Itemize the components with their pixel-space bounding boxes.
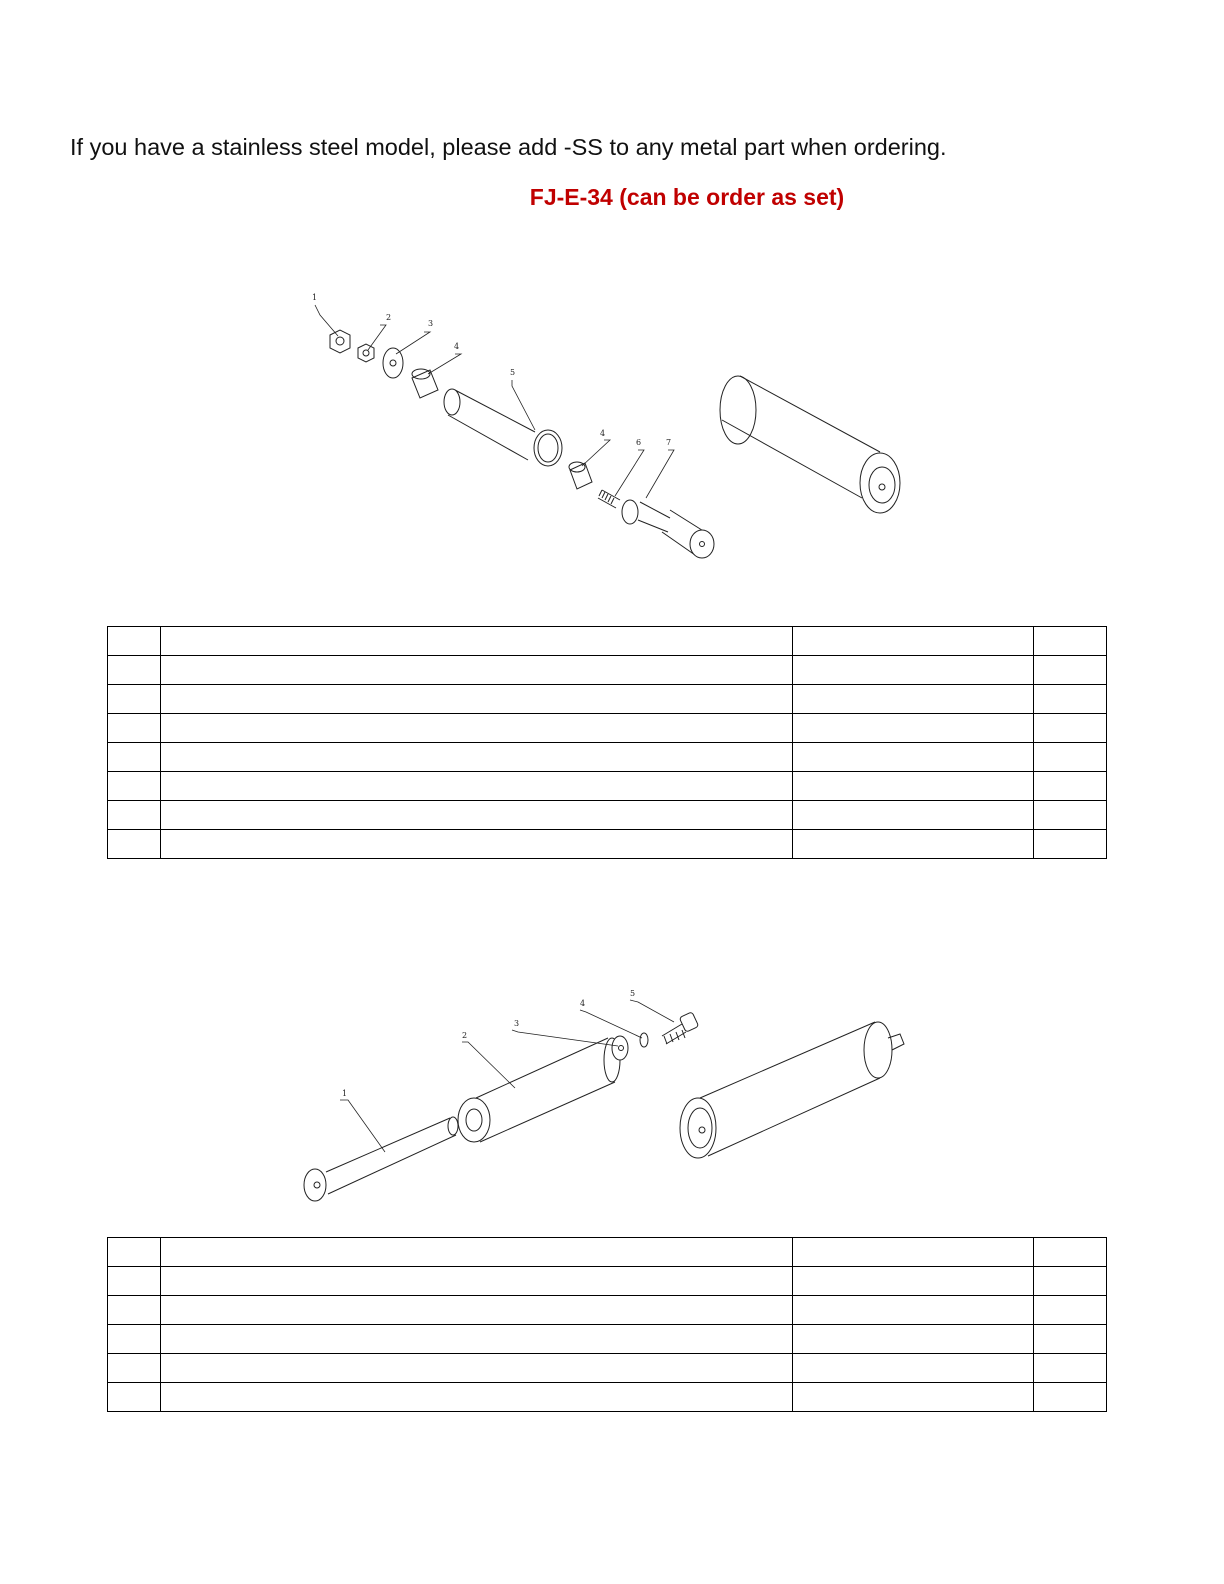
callout-5: 5 xyxy=(510,368,516,377)
callout-2: 2 xyxy=(462,1031,468,1040)
part-small-nut xyxy=(358,344,374,362)
callout-3: 3 xyxy=(514,1019,520,1028)
callout-1: 1 xyxy=(342,1089,348,1098)
table-row xyxy=(108,656,1107,685)
callout-3: 3 xyxy=(428,319,434,328)
part-small-washer xyxy=(640,1033,648,1047)
part-washer-2 xyxy=(612,1036,628,1060)
callout-1: 1 xyxy=(312,293,318,302)
part-tube xyxy=(444,389,562,466)
callout-6: 6 xyxy=(636,438,642,447)
table-row xyxy=(108,830,1107,859)
assembled-roller-2 xyxy=(680,1022,904,1158)
assembled-roller xyxy=(720,376,900,513)
table-row xyxy=(108,1325,1107,1354)
callout-4: 4 xyxy=(580,999,586,1008)
table-row xyxy=(108,1296,1107,1325)
parts-table-1 xyxy=(107,626,1107,859)
table-row xyxy=(108,743,1107,772)
part-hex-nut xyxy=(330,330,350,353)
table-row xyxy=(108,1354,1107,1383)
part-bolt-2 xyxy=(662,1012,699,1044)
stainless-steel-note: If you have a stainless steel model, please add -SS to any metal part when ordering. xyxy=(70,134,947,160)
table-row xyxy=(108,1238,1107,1267)
table-row xyxy=(108,714,1107,743)
part-washer xyxy=(383,348,403,378)
callout-4b: 4 xyxy=(600,429,606,438)
table-row xyxy=(108,772,1107,801)
exploded-diagram-1 xyxy=(290,270,940,590)
table-row xyxy=(108,685,1107,714)
part-bushing-2 xyxy=(569,462,592,489)
set-title: FJ-E-34 (can be order as set) xyxy=(529,184,845,210)
callout-5: 5 xyxy=(630,989,636,998)
exploded-diagram-2 xyxy=(290,980,940,1210)
table-row xyxy=(108,1267,1107,1296)
table-row xyxy=(108,801,1107,830)
part-roller-tube xyxy=(458,1038,620,1142)
parts-table-2 xyxy=(107,1237,1107,1412)
part-bushing-1 xyxy=(412,369,438,398)
callout-7: 7 xyxy=(666,438,672,447)
table-row xyxy=(108,627,1107,656)
part-shaft xyxy=(304,1117,458,1201)
part-axle xyxy=(622,500,714,558)
callout-2: 2 xyxy=(386,313,392,322)
callout-4: 4 xyxy=(454,342,460,351)
table-row xyxy=(108,1383,1107,1412)
